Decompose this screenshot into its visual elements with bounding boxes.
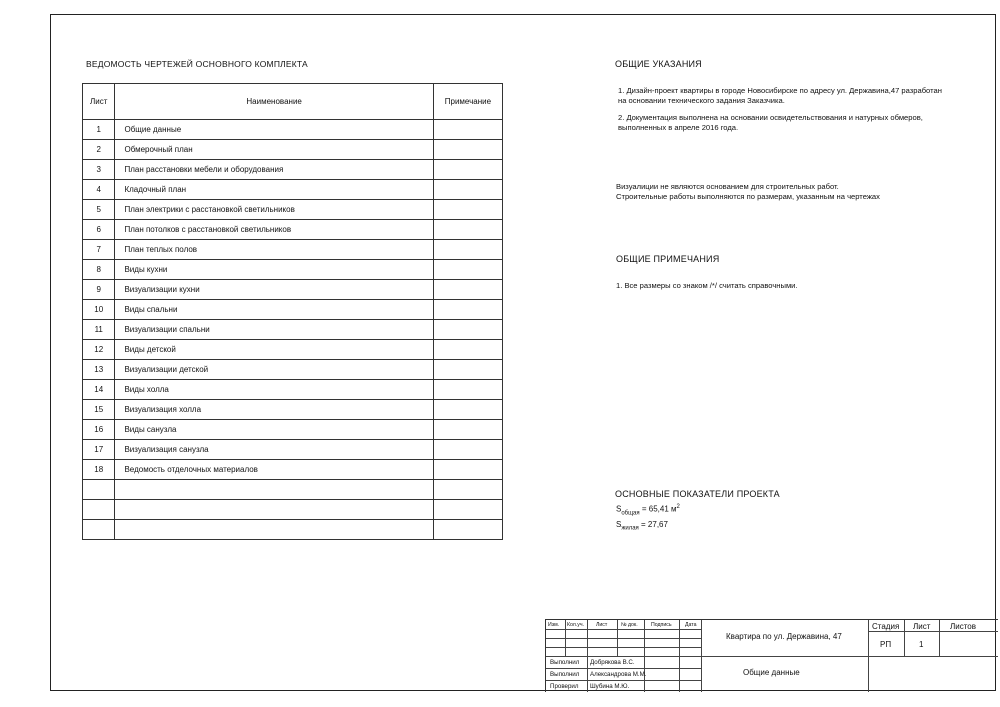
notes-item-1: 1. Все размеры со знаком /*/ считать справочными. bbox=[616, 281, 798, 290]
table-row bbox=[83, 460, 503, 480]
stamp-person-2: Александрова М.М. bbox=[590, 671, 647, 678]
table-header-row bbox=[83, 84, 503, 120]
instruction-item-1: 1. Дизайн-проект квартиры в городе Новосибирске по адресу ул. Державина,47 разработан на основании технического задания Заказчика. bbox=[618, 86, 942, 105]
stamp-person-1: Добрякова В.С. bbox=[590, 659, 635, 666]
stamp-project-name: Квартира по ул. Державина, 47 bbox=[726, 632, 842, 641]
sheet-note-cell bbox=[433, 520, 502, 540]
sheet-number-cell bbox=[83, 520, 115, 540]
sheet-name-cell: Виды кухни bbox=[115, 260, 433, 280]
sheet-number-cell: 14 bbox=[83, 380, 115, 400]
table-row bbox=[83, 360, 503, 380]
header-sheet: Лист bbox=[83, 84, 115, 120]
sheet-name-cell: Визуализации спальни bbox=[115, 320, 433, 340]
sheet-note-cell bbox=[433, 220, 502, 240]
sheet-name-cell: План электрики с расстановкой светильников bbox=[115, 200, 433, 220]
area-total-sub: общая bbox=[621, 510, 640, 517]
sheet-number-cell: 13 bbox=[83, 360, 115, 380]
sheet-number-cell bbox=[83, 480, 115, 500]
sheet-name-cell: Визуализация холла bbox=[115, 400, 433, 420]
table-row bbox=[83, 480, 503, 500]
area-total-s: S bbox=[616, 504, 622, 514]
header-note: Примечание bbox=[433, 84, 502, 120]
stamp-col-kol: Кол.уч. bbox=[567, 622, 584, 628]
stamp-sheet-number: 1 bbox=[919, 640, 924, 649]
sheet-number-cell: 6 bbox=[83, 220, 115, 240]
sheet-name-cell: План потолков с расстановкой светильников bbox=[115, 220, 433, 240]
table-row bbox=[83, 500, 503, 520]
sheet-number-cell: 15 bbox=[83, 400, 115, 420]
title-block bbox=[545, 619, 998, 692]
stamp-col-izm: Изм. bbox=[548, 622, 560, 628]
sheet-number-cell: 7 bbox=[83, 240, 115, 260]
sheet-note-cell bbox=[433, 180, 502, 200]
sheet-number-cell: 5 bbox=[83, 200, 115, 220]
stamp-role-1: Выполнил bbox=[550, 659, 580, 666]
table-row bbox=[83, 220, 503, 240]
sheet-note-cell bbox=[433, 120, 502, 140]
table-row bbox=[83, 300, 503, 320]
area-total-unit-power: 2 bbox=[676, 504, 680, 510]
visualization-note-2: Строительные работы выполняются по размерам, указанным на чертежах bbox=[616, 192, 880, 201]
sheet-number-cell: 10 bbox=[83, 300, 115, 320]
table-row bbox=[83, 520, 503, 540]
sheet-number-cell: 18 bbox=[83, 460, 115, 480]
table-row bbox=[83, 280, 503, 300]
sheet-number-cell bbox=[83, 500, 115, 520]
sheet-note-cell bbox=[433, 240, 502, 260]
stamp-sheets-header: Листов bbox=[950, 622, 976, 631]
sheet-note-cell bbox=[433, 280, 502, 300]
sheet-name-cell: Визуализации детской bbox=[115, 360, 433, 380]
sheet-number-cell: 2 bbox=[83, 140, 115, 160]
area-living-sub: жилая bbox=[621, 525, 639, 532]
table-row bbox=[83, 160, 503, 180]
sheet-note-cell bbox=[433, 200, 502, 220]
sheet-note-cell bbox=[433, 320, 502, 340]
stamp-col-date: Дата bbox=[685, 622, 697, 628]
indicators-title: ОСНОВНЫЕ ПОКАЗАТЕЛИ ПРОЕКТА bbox=[615, 489, 780, 499]
sheet-number-cell: 4 bbox=[83, 180, 115, 200]
sheet-name-cell bbox=[115, 480, 433, 500]
area-living-value: = 27,67 bbox=[638, 520, 668, 529]
sheet-note-cell bbox=[433, 500, 502, 520]
sheet-name-cell: Обмерочный план bbox=[115, 140, 433, 160]
sheet-name-cell bbox=[115, 520, 433, 540]
table-row bbox=[83, 320, 503, 340]
table-row bbox=[83, 240, 503, 260]
stamp-role-3: Проверил bbox=[550, 683, 579, 690]
area-total-value: = 65,41 м bbox=[639, 504, 677, 514]
sheet-note-cell bbox=[433, 440, 502, 460]
table-row bbox=[83, 440, 503, 460]
sheet-name-cell: Виды детской bbox=[115, 340, 433, 360]
stamp-sheet-title: Общие данные bbox=[743, 668, 800, 677]
stamp-col-list: Лист bbox=[596, 622, 608, 628]
sheet-list-title: ВЕДОМОСТЬ ЧЕРТЕЖЕЙ ОСНОВНОГО КОМПЛЕКТА bbox=[86, 59, 308, 69]
sheet-name-cell bbox=[115, 500, 433, 520]
sheet-number-cell: 17 bbox=[83, 440, 115, 460]
sheet-name-cell: План расстановки мебели и оборудования bbox=[115, 160, 433, 180]
stamp-person-3: Шубина М.Ю. bbox=[590, 683, 630, 690]
stamp-col-doc: № док. bbox=[621, 622, 638, 628]
sheet-note-cell bbox=[433, 400, 502, 420]
instruction-item-2: 2. Документация выполнена на основании освидетельствования и натурных обмеров, выполненных в апреле 2016 года. bbox=[618, 113, 923, 132]
sheet-number-cell: 3 bbox=[83, 160, 115, 180]
sheet-note-cell bbox=[433, 300, 502, 320]
sheet-note-cell bbox=[433, 460, 502, 480]
stamp-col-sign: Подпись bbox=[651, 622, 672, 628]
table-row bbox=[83, 180, 503, 200]
sheet-note-cell bbox=[433, 480, 502, 500]
sheet-number-cell: 8 bbox=[83, 260, 115, 280]
sheet-name-cell: План теплых полов bbox=[115, 240, 433, 260]
stamp-stage-header: Стадия bbox=[872, 622, 900, 631]
sheet-note-cell bbox=[433, 260, 502, 280]
general-instructions-title: ОБЩИЕ УКАЗАНИЯ bbox=[615, 59, 702, 69]
table-row bbox=[83, 420, 503, 440]
sheet-number-cell: 12 bbox=[83, 340, 115, 360]
sheet-number-cell: 9 bbox=[83, 280, 115, 300]
sheet-note-cell bbox=[433, 360, 502, 380]
table-row bbox=[83, 260, 503, 280]
sheet-name-cell: Виды спальни bbox=[115, 300, 433, 320]
sheet-number-cell: 1 bbox=[83, 120, 115, 140]
sheet-note-cell bbox=[433, 380, 502, 400]
sheet-note-cell bbox=[433, 420, 502, 440]
table-row bbox=[83, 140, 503, 160]
area-total bbox=[616, 504, 680, 516]
table-row bbox=[83, 120, 503, 140]
stamp-stage-value: РП bbox=[880, 640, 892, 649]
sheet-name-cell: Кладочный план bbox=[115, 180, 433, 200]
sheet-name-cell: Визуализации кухни bbox=[115, 280, 433, 300]
sheet-number-cell: 16 bbox=[83, 420, 115, 440]
sheet-number-cell: 11 bbox=[83, 320, 115, 340]
general-notes-title: ОБЩИЕ ПРИМЕЧАНИЯ bbox=[616, 254, 720, 264]
sheet-name-cell: Ведомость отделочных материалов bbox=[115, 460, 433, 480]
table-row bbox=[83, 200, 503, 220]
sheet-note-cell bbox=[433, 160, 502, 180]
sheet-name-cell: Общие данные bbox=[115, 120, 433, 140]
stamp-sheet-header: Лист bbox=[913, 622, 931, 631]
sheet-name-cell: Виды санузла bbox=[115, 420, 433, 440]
sheet-name-cell: Виды холла bbox=[115, 380, 433, 400]
sheet-name-cell: Визуализация санузла bbox=[115, 440, 433, 460]
sheet-note-cell bbox=[433, 140, 502, 160]
visualization-note-1: Визуалиции не являются основанием для строительных работ. bbox=[616, 182, 839, 191]
area-living bbox=[616, 520, 668, 532]
area-living-s: S bbox=[616, 520, 622, 529]
table-row bbox=[83, 380, 503, 400]
sheet-list-table bbox=[82, 83, 503, 540]
header-name: Наименование bbox=[115, 84, 433, 120]
table-row bbox=[83, 340, 503, 360]
stamp-role-2: Выполнил bbox=[550, 671, 580, 678]
table-row bbox=[83, 400, 503, 420]
sheet-note-cell bbox=[433, 340, 502, 360]
